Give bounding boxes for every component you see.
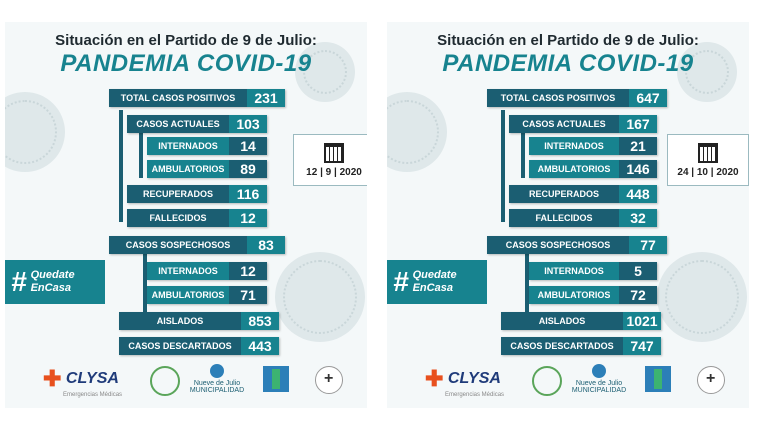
fallecidos-bar xyxy=(127,209,267,227)
clinica-logo xyxy=(263,366,289,392)
cross-icon: ✚ xyxy=(425,366,444,391)
infographic-left xyxy=(5,22,367,408)
tree-connector xyxy=(119,110,123,222)
bar-label: AISLADOS xyxy=(538,316,586,326)
bar-label: INTERNADOS xyxy=(158,141,218,151)
bar-label: AMBULATORIOS xyxy=(537,290,611,300)
bar-value: 443 xyxy=(241,337,279,355)
recuperados-bar xyxy=(509,185,657,203)
hashtag-symbol: # xyxy=(11,266,27,297)
title-line1: Situación en el Partido de 9 de Julio: xyxy=(55,32,317,49)
bar-value: 448 xyxy=(619,185,657,203)
bar-value: 853 xyxy=(241,312,279,330)
bar-label: CASOS ACTUALES xyxy=(136,119,220,129)
bar-value: 72 xyxy=(619,286,657,304)
date-box xyxy=(667,134,749,186)
descartados-bar xyxy=(501,337,661,355)
bar-value: 5 xyxy=(619,262,657,280)
bar-value: 167 xyxy=(619,115,657,133)
tree-connector xyxy=(521,132,525,178)
bar-value: 21 xyxy=(619,137,657,155)
bar-label: RECUPERADOS xyxy=(528,189,599,199)
hashtag-line1: Quedate xyxy=(412,269,457,281)
bar-value: 12 xyxy=(229,209,267,227)
virus-decoration xyxy=(387,92,447,172)
total-positivos-bar xyxy=(109,89,285,107)
aislados-bar xyxy=(501,312,661,330)
hashtag-symbol: # xyxy=(393,266,409,297)
bar-value: 103 xyxy=(229,115,267,133)
bar-label: CASOS SOSPECHOSOS xyxy=(505,240,611,250)
bar-label: AMBULATORIOS xyxy=(537,164,611,174)
hashtag-banner xyxy=(5,260,105,304)
title-line2: PANDEMIA COVID-19 xyxy=(442,50,694,77)
sosp-internados-bar xyxy=(529,262,657,280)
bar-label: CASOS DESCARTADOS xyxy=(128,341,232,351)
title-line2: PANDEMIA COVID-19 xyxy=(60,50,312,77)
municipio-logo: Nueve de Julio MUNICIPALIDAD xyxy=(187,364,247,394)
municipio-emblem-icon xyxy=(592,364,606,378)
sponsor-logos xyxy=(387,364,749,402)
cross-icon: ✚ xyxy=(43,366,62,391)
bar-value: 116 xyxy=(229,185,267,203)
calendar-icon xyxy=(698,143,718,163)
fallecidos-bar xyxy=(509,209,657,227)
casos-sospechosos-bar xyxy=(109,236,285,254)
bar-label: FALLECIDOS xyxy=(535,213,593,223)
descartados-bar xyxy=(119,337,279,355)
bar-value: 83 xyxy=(247,236,285,254)
bar-label: FALLECIDOS xyxy=(149,213,207,223)
bar-label: TOTAL CASOS POSITIVOS xyxy=(120,93,236,103)
bar-value: 32 xyxy=(619,209,657,227)
hashtag-line1: Quedate xyxy=(30,269,75,281)
virus-decoration xyxy=(657,252,747,342)
ambulatorios-bar xyxy=(147,160,267,178)
bar-label: CASOS SOSPECHOSOS xyxy=(125,240,231,250)
hashtag-banner xyxy=(387,260,487,304)
sosp-internados-bar xyxy=(147,262,267,280)
bar-value: 89 xyxy=(229,160,267,178)
hashtag-line2: EnCasa xyxy=(412,282,453,294)
bar-label: INTERNADOS xyxy=(544,266,604,276)
bar-value: 77 xyxy=(629,236,667,254)
bar-value: 747 xyxy=(623,337,661,355)
bar-label: AISLADOS xyxy=(156,316,204,326)
municipio-emblem-icon xyxy=(210,364,224,378)
title-line1: Situación en el Partido de 9 de Julio: xyxy=(437,32,699,49)
bar-label: CASOS ACTUALES xyxy=(522,119,606,129)
ambulatorios-bar xyxy=(529,160,657,178)
tree-connector xyxy=(139,132,143,178)
total-positivos-bar xyxy=(487,89,667,107)
internados-bar xyxy=(147,137,267,155)
sosp-ambulatorios-bar xyxy=(529,286,657,304)
bar-label: CASOS DESCARTADOS xyxy=(510,341,614,351)
calendar-icon xyxy=(324,143,344,163)
bar-value: 146 xyxy=(619,160,657,178)
date-text: 24 | 10 | 2020 xyxy=(677,166,739,178)
emblem-logo xyxy=(315,366,343,394)
recuperados-bar xyxy=(127,185,267,203)
date-text: 12 | 9 | 2020 xyxy=(306,166,362,178)
municipio-logo: Nueve de Julio MUNICIPALIDAD xyxy=(569,364,629,394)
internados-bar xyxy=(529,137,657,155)
infographic-right xyxy=(387,22,749,408)
bar-value: 647 xyxy=(629,89,667,107)
hashtag-line2: EnCasa xyxy=(30,282,71,294)
aislados-bar xyxy=(119,312,279,330)
sponsor-logos xyxy=(5,364,367,402)
casos-actuales-bar xyxy=(127,115,267,133)
sosp-ambulatorios-bar xyxy=(147,286,267,304)
hospital-seal-logo xyxy=(150,366,180,396)
hospital-seal-logo xyxy=(532,366,562,396)
clysa-logo: ✚ CLYSA Emergencias Médicas xyxy=(425,366,505,398)
bar-label: INTERNADOS xyxy=(544,141,604,151)
emblem-logo xyxy=(697,366,725,394)
bar-value: 1021 xyxy=(623,312,661,330)
casos-actuales-bar xyxy=(509,115,657,133)
virus-decoration xyxy=(275,252,365,342)
bar-label: INTERNADOS xyxy=(158,266,218,276)
clysa-logo: ✚ CLYSA Emergencias Médicas xyxy=(43,366,123,398)
bar-value: 14 xyxy=(229,137,267,155)
clinica-logo xyxy=(645,366,671,392)
tree-connector xyxy=(501,110,505,222)
bar-label: TOTAL CASOS POSITIVOS xyxy=(500,93,616,103)
casos-sospechosos-bar xyxy=(487,236,667,254)
bar-value: 71 xyxy=(229,286,267,304)
bar-label: AMBULATORIOS xyxy=(151,164,225,174)
bar-value: 231 xyxy=(247,89,285,107)
bar-label: RECUPERADOS xyxy=(142,189,213,199)
virus-decoration xyxy=(5,92,65,172)
bar-label: AMBULATORIOS xyxy=(151,290,225,300)
bar-value: 12 xyxy=(229,262,267,280)
date-box xyxy=(293,134,367,186)
